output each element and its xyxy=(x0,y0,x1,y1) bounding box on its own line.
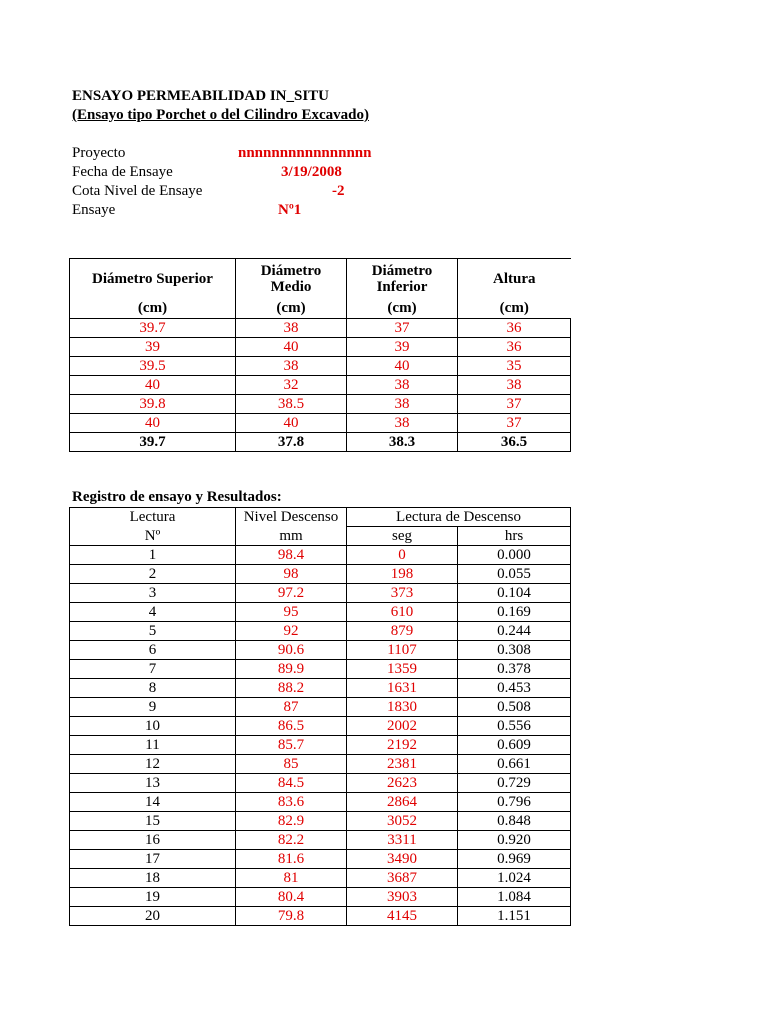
table-cell: 2 xyxy=(70,565,236,584)
table-row xyxy=(70,376,571,395)
header-nivel-descenso: Nivel Descenso xyxy=(236,508,347,527)
info-row-proyecto xyxy=(72,144,492,163)
table-cell: 0.796 xyxy=(458,793,571,812)
table-cell: 0.308 xyxy=(458,641,571,660)
fecha-value[interactable]: 3/19/2008 xyxy=(281,164,342,180)
table-cell: 17 xyxy=(70,850,236,869)
table-cell[interactable]: 2381 xyxy=(347,755,458,774)
table-cell: 0.556 xyxy=(458,717,571,736)
table-cell[interactable]: 36 xyxy=(458,338,571,357)
table-cell[interactable]: 40 xyxy=(70,376,236,395)
table-row xyxy=(70,698,571,717)
table-cell: 11 xyxy=(70,736,236,755)
table-cell[interactable]: 85 xyxy=(236,755,347,774)
table-cell[interactable]: 3490 xyxy=(347,850,458,869)
table-cell: 0.920 xyxy=(458,831,571,850)
table-cell[interactable]: 86.5 xyxy=(236,717,347,736)
table-row xyxy=(70,831,571,850)
table-row xyxy=(70,793,571,812)
table-cell[interactable]: 2864 xyxy=(347,793,458,812)
table-row xyxy=(70,565,571,584)
table-cell: 1.024 xyxy=(458,869,571,888)
average-cell: 38.3 xyxy=(347,433,458,452)
table-cell[interactable]: 92 xyxy=(236,622,347,641)
header-lectura: Lectura xyxy=(70,508,236,527)
table-cell[interactable]: 0 xyxy=(347,546,458,565)
table-cell: 0.104 xyxy=(458,584,571,603)
table-cell[interactable]: 3903 xyxy=(347,888,458,907)
header-diametro-inferior: Diámetro Inferior xyxy=(347,259,458,300)
table-row xyxy=(70,338,571,357)
average-row xyxy=(70,433,571,452)
header-mm: mm xyxy=(236,527,347,546)
table-cell: 0.508 xyxy=(458,698,571,717)
fecha-label: Fecha de Ensaye xyxy=(72,164,173,180)
table-cell[interactable]: 39.7 xyxy=(70,319,236,338)
diameter-header-row xyxy=(70,259,571,300)
table-cell[interactable]: 95 xyxy=(236,603,347,622)
table-cell[interactable]: 879 xyxy=(347,622,458,641)
table-row xyxy=(70,850,571,869)
results-subheader-row xyxy=(70,527,571,546)
table-row xyxy=(70,622,571,641)
table-cell[interactable]: 38 xyxy=(347,414,458,433)
info-row-fecha xyxy=(72,163,492,182)
table-cell[interactable]: 84.5 xyxy=(236,774,347,793)
table-cell[interactable]: 39 xyxy=(70,338,236,357)
unit-cell: (cm) xyxy=(70,299,236,319)
table-cell[interactable]: 40 xyxy=(236,414,347,433)
table-cell: 0.244 xyxy=(458,622,571,641)
table-cell: 19 xyxy=(70,888,236,907)
header-diametro-superior: Diámetro Superior xyxy=(70,259,236,300)
cota-value[interactable]: -2 xyxy=(332,183,345,199)
results-body xyxy=(70,546,571,926)
table-cell[interactable]: 373 xyxy=(347,584,458,603)
table-cell[interactable]: 98.4 xyxy=(236,546,347,565)
diameter-unit-row xyxy=(70,299,571,319)
table-cell[interactable]: 97.2 xyxy=(236,584,347,603)
table-cell[interactable]: 3052 xyxy=(347,812,458,831)
table-row xyxy=(70,717,571,736)
table-cell: 20 xyxy=(70,907,236,926)
table-row xyxy=(70,679,571,698)
table-cell[interactable]: 88.2 xyxy=(236,679,347,698)
table-cell[interactable]: 39.8 xyxy=(70,395,236,414)
table-cell: 13 xyxy=(70,774,236,793)
table-cell: 4 xyxy=(70,603,236,622)
table-cell: 0.848 xyxy=(458,812,571,831)
average-cell: 36.5 xyxy=(458,433,571,452)
proyecto-label: Proyecto xyxy=(72,145,126,161)
table-cell: 6 xyxy=(70,641,236,660)
header-diametro-medio: Diámetro Medio xyxy=(236,259,347,300)
table-cell[interactable]: 1107 xyxy=(347,641,458,660)
table-cell: 15 xyxy=(70,812,236,831)
table-row xyxy=(70,584,571,603)
table-row xyxy=(70,774,571,793)
table-cell[interactable]: 1830 xyxy=(347,698,458,717)
table-cell: 9 xyxy=(70,698,236,717)
document-subtitle: (Ensayo tipo Porchet o del Cilindro Excavado) xyxy=(72,107,369,123)
table-cell: 1 xyxy=(70,546,236,565)
table-cell[interactable]: 2002 xyxy=(347,717,458,736)
table-cell[interactable]: 85.7 xyxy=(236,736,347,755)
table-row xyxy=(70,603,571,622)
table-cell[interactable]: 37 xyxy=(458,395,571,414)
table-cell[interactable]: 38 xyxy=(236,357,347,376)
table-cell: 1.151 xyxy=(458,907,571,926)
header-altura: Altura xyxy=(458,259,571,300)
proyecto-value[interactable]: nnnnnnnnnnnnnnnn xyxy=(238,145,372,161)
results-header-row xyxy=(70,508,571,527)
table-cell: 0.729 xyxy=(458,774,571,793)
table-cell[interactable]: 39.5 xyxy=(70,357,236,376)
document-title: ENSAYO PERMEABILIDAD IN_SITU xyxy=(72,88,329,104)
table-cell[interactable]: 82.2 xyxy=(236,831,347,850)
table-cell[interactable]: 32 xyxy=(236,376,347,395)
table-cell[interactable]: 35 xyxy=(458,357,571,376)
table-cell: 5 xyxy=(70,622,236,641)
table-cell: 0.609 xyxy=(458,736,571,755)
table-cell[interactable]: 37 xyxy=(347,319,458,338)
table-cell[interactable]: 38 xyxy=(236,319,347,338)
unit-cell: (cm) xyxy=(236,299,347,319)
average-cell: 37.8 xyxy=(236,433,347,452)
table-cell: 18 xyxy=(70,869,236,888)
table-cell[interactable]: 37 xyxy=(458,414,571,433)
table-cell[interactable]: 89.9 xyxy=(236,660,347,679)
table-cell[interactable]: 98 xyxy=(236,565,347,584)
header-hrs: hrs xyxy=(458,527,571,546)
results-section-title: Registro de ensayo y Resultados: xyxy=(72,489,282,505)
cota-label: Cota Nivel de Ensaye xyxy=(72,183,203,199)
average-cell: 39.7 xyxy=(70,433,236,452)
table-cell[interactable]: 80.4 xyxy=(236,888,347,907)
table-cell[interactable]: 39 xyxy=(347,338,458,357)
table-cell[interactable]: 1359 xyxy=(347,660,458,679)
table-row xyxy=(70,907,571,926)
table-cell[interactable]: 40 xyxy=(236,338,347,357)
ensaye-label: Ensaye xyxy=(72,202,116,218)
table-cell: 10 xyxy=(70,717,236,736)
table-cell[interactable]: 36 xyxy=(458,319,571,338)
table-row xyxy=(70,755,571,774)
table-cell: 0.378 xyxy=(458,660,571,679)
table-cell[interactable]: 1631 xyxy=(347,679,458,698)
table-cell: 0.000 xyxy=(458,546,571,565)
unit-cell: (cm) xyxy=(458,299,571,319)
table-cell[interactable]: 3687 xyxy=(347,869,458,888)
table-row xyxy=(70,736,571,755)
table-cell[interactable]: 82.9 xyxy=(236,812,347,831)
table-row xyxy=(70,888,571,907)
table-row xyxy=(70,869,571,888)
header-no: Nº xyxy=(70,527,236,546)
table-cell: 3 xyxy=(70,584,236,603)
table-cell: 1.084 xyxy=(458,888,571,907)
table-cell[interactable]: 79.8 xyxy=(236,907,347,926)
header-lectura-descenso: Lectura de Descenso xyxy=(347,508,571,527)
table-cell[interactable]: 40 xyxy=(70,414,236,433)
diameter-table xyxy=(69,258,571,452)
table-cell[interactable]: 90.6 xyxy=(236,641,347,660)
results-table xyxy=(69,507,571,926)
table-cell: 0.453 xyxy=(458,679,571,698)
table-cell: 0.055 xyxy=(458,565,571,584)
table-cell[interactable]: 38 xyxy=(347,376,458,395)
table-cell: 16 xyxy=(70,831,236,850)
table-row xyxy=(70,812,571,831)
header-seg: seg xyxy=(347,527,458,546)
info-row-cota xyxy=(72,182,492,201)
table-row xyxy=(70,546,571,565)
table-cell[interactable]: 87 xyxy=(236,698,347,717)
ensaye-value[interactable]: Nº1 xyxy=(278,202,302,218)
table-row xyxy=(70,641,571,660)
table-cell[interactable]: 3311 xyxy=(347,831,458,850)
table-cell[interactable]: 4145 xyxy=(347,907,458,926)
table-cell: 8 xyxy=(70,679,236,698)
table-cell: 0.169 xyxy=(458,603,571,622)
table-row xyxy=(70,660,571,679)
table-cell[interactable]: 2192 xyxy=(347,736,458,755)
table-cell: 12 xyxy=(70,755,236,774)
table-cell[interactable]: 198 xyxy=(347,565,458,584)
table-cell[interactable]: 81 xyxy=(236,869,347,888)
table-cell: 0.661 xyxy=(458,755,571,774)
table-row xyxy=(70,357,571,376)
table-cell: 14 xyxy=(70,793,236,812)
table-cell[interactable]: 2623 xyxy=(347,774,458,793)
table-cell[interactable]: 38 xyxy=(458,376,571,395)
table-cell: 7 xyxy=(70,660,236,679)
unit-cell: (cm) xyxy=(347,299,458,319)
info-row-ensaye xyxy=(72,201,492,220)
table-cell[interactable]: 38.5 xyxy=(236,395,347,414)
table-row xyxy=(70,414,571,433)
table-row xyxy=(70,319,571,338)
table-row xyxy=(70,395,571,414)
table-cell[interactable]: 81.6 xyxy=(236,850,347,869)
table-cell[interactable]: 83.6 xyxy=(236,793,347,812)
table-cell: 0.969 xyxy=(458,850,571,869)
table-cell[interactable]: 40 xyxy=(347,357,458,376)
table-cell[interactable]: 38 xyxy=(347,395,458,414)
table-cell[interactable]: 610 xyxy=(347,603,458,622)
